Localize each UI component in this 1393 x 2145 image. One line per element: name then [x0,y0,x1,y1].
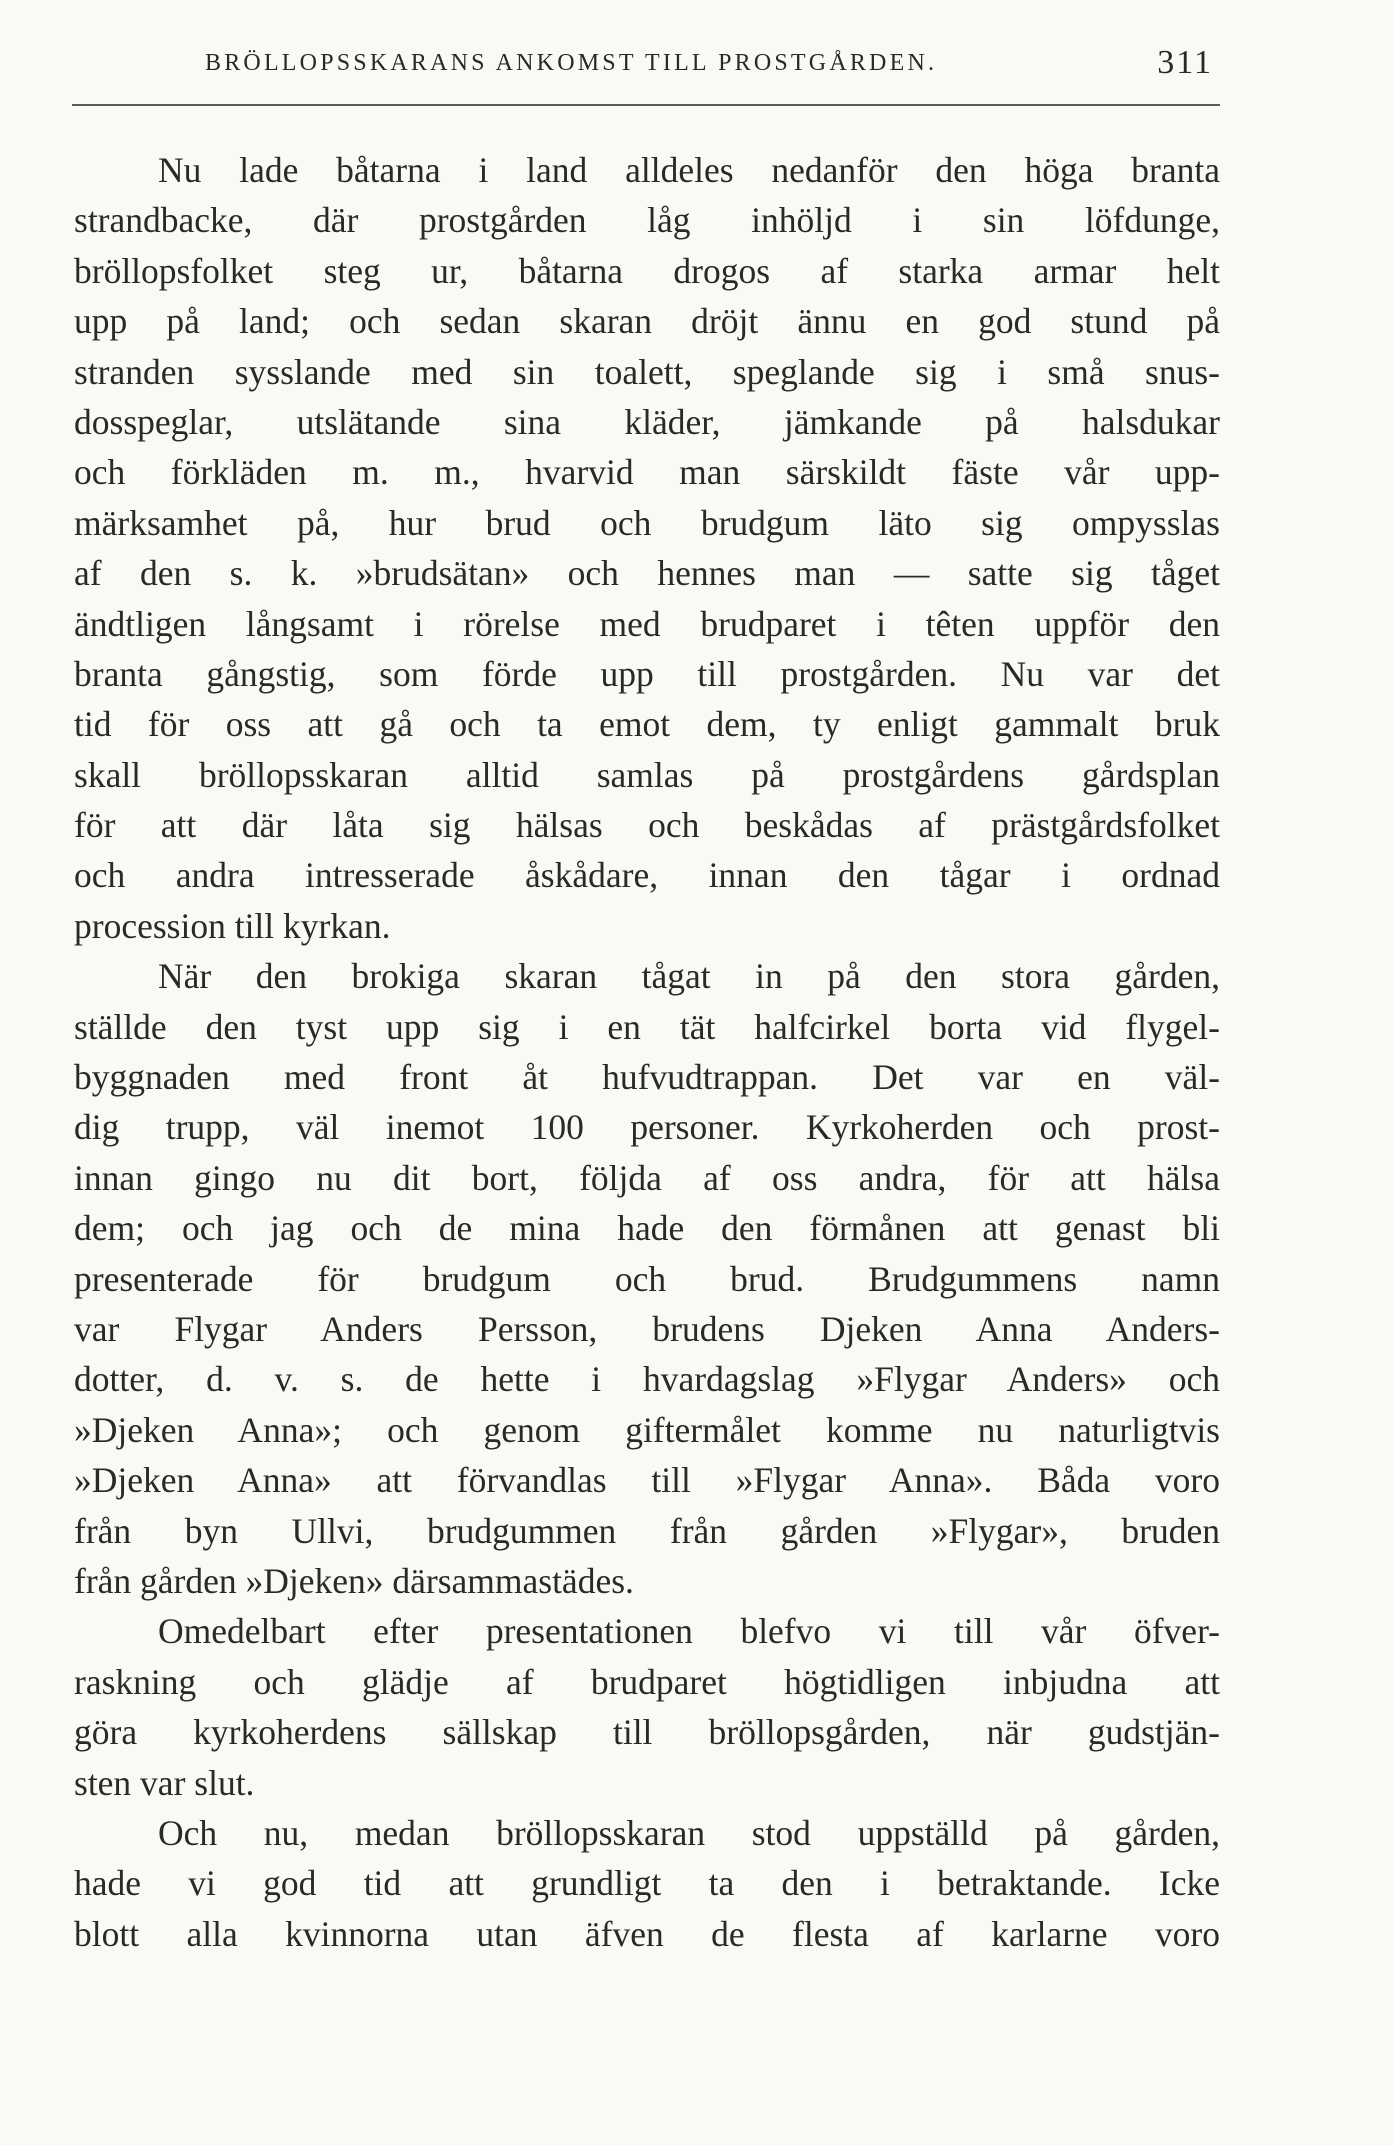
text-line: stranden sysslande med sin toalett, speglande sig i små snus- [74,351,1220,392]
text-line: byggnaden med front åt hufvudtrappan. Det var en väl- [74,1057,1220,1098]
text-line: sten var slut. [74,1762,255,1803]
running-head [205,44,1213,94]
text-line: från byn Ullvi, brudgummen från gården »Flygar», bruden [74,1510,1220,1551]
text-line: tid för oss att gå och ta emot dem, ty enligt gammalt bruk [74,704,1220,745]
text-line: »Djeken Anna»; och genom giftermålet komme nu naturligtvis [74,1409,1220,1450]
text-line: branta gångstig, som förde upp till prostgården. Nu var det [74,653,1220,694]
body-text [74,145,1220,1959]
text-line: innan gingo nu dit bort, följda af oss andra, för att hälsa [74,1157,1220,1198]
text-line: ställde den tyst upp sig i en tät halfcirkel borta vid flygel- [74,1006,1220,1047]
text-line: procession till kyrkan. [74,905,391,946]
text-line: göra kyrkoherdens sällskap till bröllopsgården, när gudstjän- [74,1712,1220,1753]
text-line: raskning och glädje af brudparet högtidligen inbjudna att [74,1661,1220,1702]
text-line: strandbacke, där prostgården låg inhöljd i sin löfdunge, [74,200,1220,241]
text-line: dem; och jag och de mina hade den förmånen att genast bli [74,1208,1220,1249]
text-line: presenterade för brudgum och brud. Brudgummens namn [74,1258,1220,1299]
text-line: hade vi god tid att grundligt ta den i betraktande. Icke [74,1863,1220,1904]
page-number: 311 [1157,44,1213,81]
text-line: blott alla kvinnorna utan äfven de flesta af karlarne voro [74,1913,1220,1954]
text-line: upp på land; och sedan skaran dröjt ännu en god stund på [74,301,1220,342]
text-line: för att där låta sig hälsas och beskådas af prästgårdsfolket [74,805,1220,846]
running-title: BRÖLLOPSSKARANS ANKOMST TILL PROSTGÅRDEN. [205,50,938,76]
text-line: af den s. k. »brudsätan» och hennes man — satte sig tåget [74,553,1220,594]
text-line: skall bröllopsskaran alltid samlas på prostgårdens gårdsplan [74,754,1220,795]
text-line: Omedelbart efter presentationen blefvo vi till vår öfver- [158,1611,1220,1652]
text-line: och förkläden m. m., hvarvid man särskildt fäste vår upp- [74,452,1220,493]
text-line: dosspeglar, utslätande sina kläder, jämkande på halsdukar [74,401,1220,442]
text-line: från gården »Djeken» därsammastädes. [74,1560,634,1601]
text-line: dotter, d. v. s. de hette i hvardagslag »Flygar Anders» och [74,1359,1220,1400]
text-line: Nu lade båtarna i land alldeles nedanför den höga branta [158,150,1220,190]
text-line: »Djeken Anna» att förvandlas till »Flygar Anna». Båda voro [74,1460,1220,1501]
text-line: märksamhet på, hur brud och brudgum läto sig ompysslas [74,502,1220,543]
text-line: bröllopsfolket steg ur, båtarna drogos af starka armar helt [74,250,1220,291]
text-line: Och nu, medan bröllopsskaran stod uppställd på gården, [158,1812,1220,1853]
header-rule [72,104,1220,106]
text-line: var Flygar Anders Persson, brudens Djeken Anna Anders- [74,1308,1220,1349]
text-line: och andra intresserade åskådare, innan den tågar i ordnad [74,855,1220,896]
text-line: När den brokiga skaran tågat in på den stora gården, [158,956,1220,997]
text-line: dig trupp, väl inemot 100 personer. Kyrkoherden och prost- [74,1107,1220,1148]
text-line: ändtligen långsamt i rörelse med brudparet i têten uppför den [74,603,1220,644]
